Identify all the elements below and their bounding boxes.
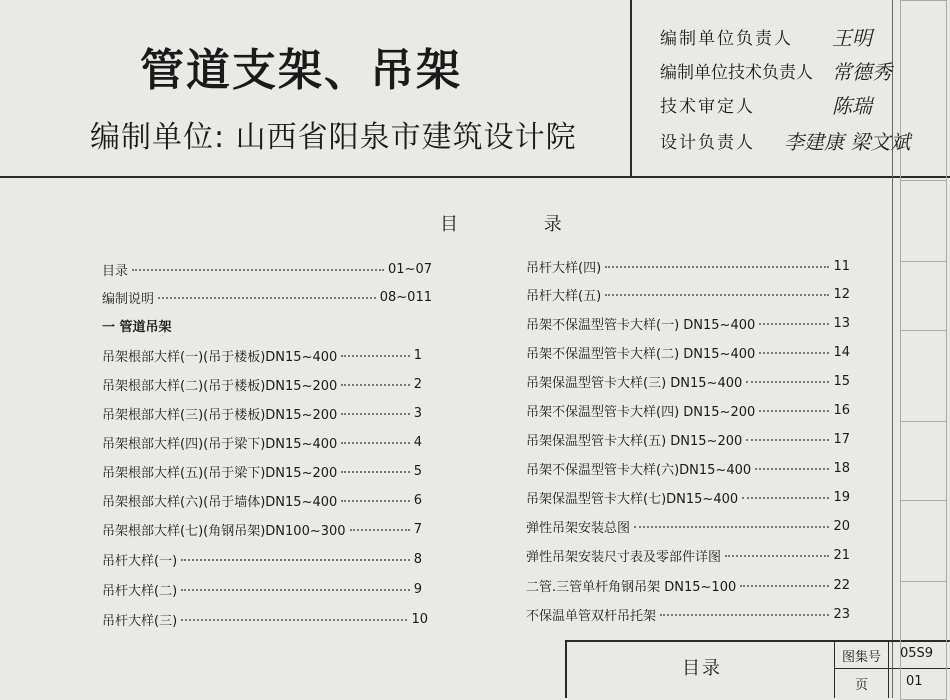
toc-item[interactable]	[102, 286, 432, 308]
toc-item-page: 23	[833, 606, 850, 622]
compiling-unit	[90, 112, 577, 156]
toc-leader-dots	[759, 409, 829, 412]
toc-item-label: 编制说明	[102, 291, 155, 307]
footer-title: 目录	[682, 658, 722, 679]
toc-item-label: 吊架保温型管卡大样(七)DN15~400	[526, 491, 739, 507]
toc-item-label: 吊杆大样(五)	[526, 288, 602, 304]
toc-item-page: 3	[413, 405, 422, 421]
toc-item[interactable]	[526, 515, 850, 537]
toc-item-label: 吊杆大样(四)	[526, 260, 602, 276]
toc-leader-dots	[605, 293, 829, 296]
binding-cell	[900, 500, 947, 582]
toc-leader-dots	[605, 265, 829, 268]
toc-item[interactable]	[526, 486, 850, 508]
toc-item[interactable]	[102, 548, 422, 570]
toc-item[interactable]	[102, 489, 422, 511]
toc-item-label: 吊架根部大样(七)(角钢吊架)DN100~300	[102, 523, 346, 539]
toc-item-page: 11	[833, 258, 850, 274]
header-bottom-rule	[0, 176, 950, 178]
toc-item[interactable]	[102, 608, 428, 630]
toc-item[interactable]	[526, 457, 850, 479]
toc-item[interactable]	[102, 578, 422, 600]
toc-item-label: 吊架根部大样(四)(吊于梁下)DN15~400	[102, 436, 338, 452]
toc-item[interactable]	[526, 574, 850, 596]
toc-item[interactable]	[526, 255, 850, 277]
toc-item-label: 吊架根部大样(三)(吊于楼板)DN15~200	[102, 407, 338, 423]
toc-item-page: 6	[413, 492, 422, 508]
toc-section-heading	[102, 314, 172, 336]
toc-item[interactable]	[102, 373, 422, 395]
header-divider	[630, 0, 632, 176]
toc-item-page: 1	[413, 347, 422, 363]
toc-item-page: 2	[413, 376, 422, 392]
toc-leader-dots	[158, 296, 376, 299]
toc-leader-dots	[755, 467, 829, 470]
page-number-value: 01	[906, 674, 923, 689]
toc-item[interactable]	[526, 399, 850, 421]
toc-leader-dots	[181, 558, 410, 561]
toc-leader-dots	[759, 322, 829, 325]
footer-cell-div1	[834, 640, 835, 698]
signature-name: 常德秀	[832, 60, 892, 84]
toc-item-page: 22	[833, 577, 850, 593]
toc-item-page: 17	[833, 431, 850, 447]
toc-item-label: 二管.三管单杆角钢吊架 DN15~100	[526, 579, 737, 595]
toc-leader-dots	[740, 584, 829, 587]
toc-leader-dots	[725, 554, 829, 557]
toc-leader-dots	[742, 496, 829, 499]
signature-role: 编制单位负责人	[660, 29, 793, 49]
toc-item[interactable]	[526, 283, 850, 305]
toc-item-page: 14	[833, 344, 850, 360]
toc-item[interactable]	[102, 258, 432, 280]
signature-name: 李建康 梁文斌	[784, 130, 911, 154]
toc-item-page: 16	[833, 402, 850, 418]
toc-item-page: 13	[833, 315, 850, 331]
toc-item-page: 5	[413, 463, 422, 479]
toc-leader-dots	[341, 441, 409, 444]
footer-left-rule	[565, 640, 567, 698]
toc-item-label: 吊杆大样(一)	[102, 553, 178, 569]
toc-leader-dots	[341, 354, 409, 357]
toc-item-label: 不保温单管双杆吊托架	[526, 608, 657, 624]
toc-leader-dots	[341, 412, 409, 415]
toc-item-page: 4	[413, 434, 422, 450]
signature-role: 技术审定人	[660, 97, 755, 117]
toc-item[interactable]	[526, 428, 850, 450]
footer-top-rule	[565, 640, 950, 642]
toc-leader-dots	[660, 613, 829, 616]
toc-item-label: 吊杆大样(二)	[102, 583, 178, 599]
toc-item[interactable]	[102, 431, 422, 453]
toc-item-label: 弹性吊架安装尺寸表及零部件详图	[526, 549, 722, 565]
toc-leader-dots	[746, 438, 829, 441]
toc-item-label: 吊架不保温型管卡大样(一) DN15~400	[526, 317, 756, 333]
toc-section-label: 一 管道吊架	[102, 319, 172, 335]
toc-leader-dots	[132, 268, 384, 271]
toc-leader-dots	[634, 525, 829, 528]
toc-item[interactable]	[102, 460, 422, 482]
toc-item-page: 21	[833, 547, 850, 563]
binding-cell	[900, 180, 947, 262]
toc-item-page: 08~011	[379, 289, 432, 305]
toc-item-page: 20	[833, 518, 850, 534]
toc-item[interactable]	[526, 603, 850, 625]
toc-item-label: 吊架不保温型管卡大样(二) DN15~400	[526, 346, 756, 362]
toc-item-label: 吊架根部大样(六)(吊于墙体)DN15~400	[102, 494, 338, 510]
right-border	[892, 0, 893, 698]
toc-item-label: 吊架不保温型管卡大样(六)DN15~400	[526, 462, 752, 478]
toc-item-page: 01~07	[388, 261, 432, 277]
toc-leader-dots	[341, 470, 409, 473]
compiling-unit-label: 编制单位:	[90, 120, 226, 155]
toc-item[interactable]	[102, 402, 422, 424]
toc-leader-dots	[181, 618, 407, 621]
toc-heading: 目 录	[440, 214, 602, 235]
toc-item-label: 吊架保温型管卡大样(三) DN15~400	[526, 375, 743, 391]
page-label: 页	[855, 678, 869, 693]
toc-item-label: 吊架保温型管卡大样(五) DN15~200	[526, 433, 743, 449]
footer-cell-div2	[888, 640, 889, 698]
toc-leader-dots	[341, 383, 409, 386]
toc-item-page: 9	[413, 581, 422, 597]
toc-item-label: 吊架不保温型管卡大样(四) DN15~200	[526, 404, 756, 420]
page-title: 管道支架、吊架	[140, 45, 462, 96]
signature-role: 设计负责人	[660, 133, 755, 153]
toc-leader-dots	[759, 351, 829, 354]
toc-item-page: 7	[413, 521, 422, 537]
atlas-number-label: 图集号	[842, 650, 882, 665]
toc-item[interactable]	[526, 544, 850, 566]
signature-name: 王明	[832, 26, 872, 50]
toc-leader-dots	[746, 380, 829, 383]
signature-role: 编制单位技术负责人	[660, 63, 813, 83]
toc-item-label: 目录	[102, 263, 129, 279]
toc-item-page: 15	[833, 373, 850, 389]
toc-item-label: 吊架根部大样(二)(吊于楼板)DN15~200	[102, 378, 338, 394]
toc-item[interactable]	[526, 312, 850, 334]
toc-item-label: 吊杆大样(三)	[102, 613, 178, 629]
toc-item[interactable]	[526, 341, 850, 363]
signature-name: 陈瑞	[832, 94, 872, 118]
toc-item-label: 吊架根部大样(五)(吊于梁下)DN15~200	[102, 465, 338, 481]
atlas-number-value: 05S9	[900, 646, 934, 661]
binding-cell	[900, 330, 947, 422]
toc-item-page: 8	[413, 551, 422, 567]
toc-item[interactable]	[102, 344, 422, 366]
toc-item-page: 19	[833, 489, 850, 505]
toc-item[interactable]	[102, 518, 422, 540]
toc-leader-dots	[181, 588, 410, 591]
toc-leader-dots	[350, 528, 410, 531]
toc-item-page: 18	[833, 460, 850, 476]
compiling-unit-name: 山西省阳泉市建筑设计院	[235, 120, 577, 155]
toc-item-page: 12	[833, 286, 850, 302]
toc-item-label: 弹性吊架安装总图	[526, 520, 631, 536]
toc-item-page: 10	[411, 611, 428, 627]
toc-item-label: 吊架根部大样(一)(吊于楼板)DN15~400	[102, 349, 338, 365]
toc-leader-dots	[341, 499, 409, 502]
toc-item[interactable]	[526, 370, 850, 392]
